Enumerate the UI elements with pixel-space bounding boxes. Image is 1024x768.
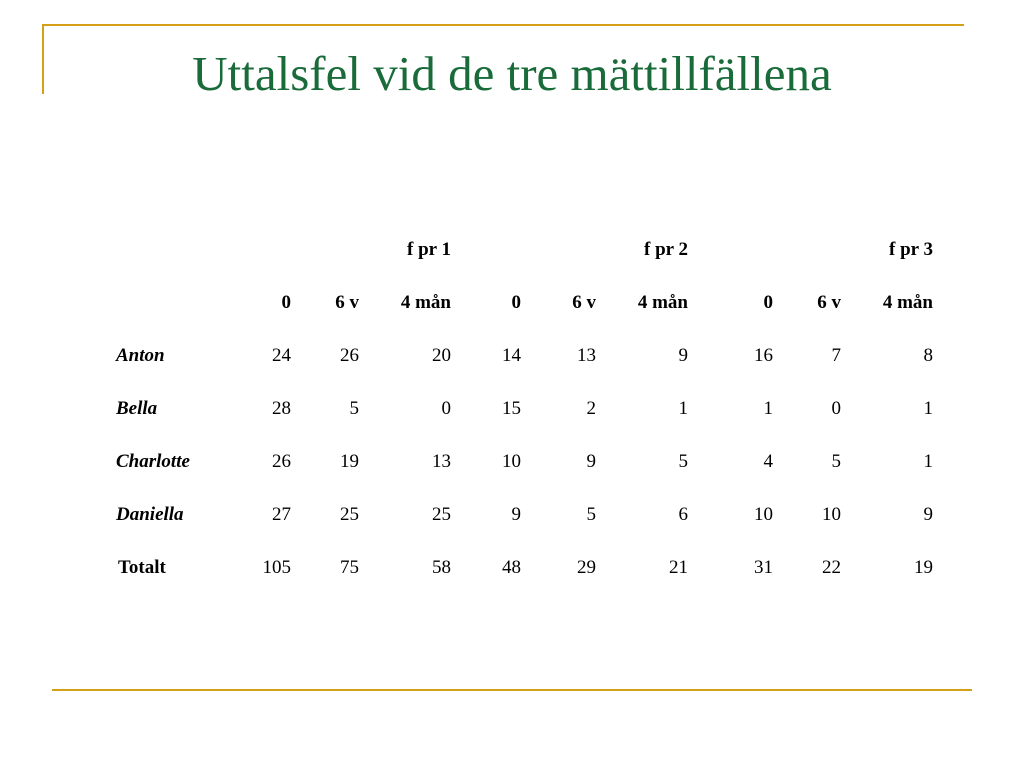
table-cell: 9 (923, 504, 933, 525)
column-header: 6 v (335, 292, 359, 313)
table-cell: 19 (340, 451, 359, 472)
frame-top-line (42, 24, 964, 26)
table-cell: 20 (432, 345, 451, 366)
table-cell: 5 (586, 504, 596, 525)
column-header: 4 mån (400, 292, 451, 313)
group-header: f pr 2 (644, 239, 688, 260)
table-cell: 5 (831, 451, 841, 472)
table-cell: 10 (502, 451, 521, 472)
column-header: 0 (281, 292, 291, 313)
table-cell: 4 (763, 451, 773, 472)
table-cell: 10 (822, 504, 841, 525)
column-header: 6 v (817, 292, 841, 313)
total-row-label: Totalt (118, 557, 166, 578)
group-header: f pr 3 (889, 239, 933, 260)
table-cell: 5 (678, 451, 688, 472)
table-cell: 24 (272, 345, 291, 366)
total-cell: 19 (914, 557, 933, 578)
table-cell: 1 (923, 451, 933, 472)
table-cell: 0 (831, 398, 841, 419)
table-cell: 10 (754, 504, 773, 525)
table-cell: 25 (340, 504, 359, 525)
total-cell: 105 (262, 557, 291, 578)
table-cell: 26 (272, 451, 291, 472)
table-cell: 9 (678, 345, 688, 366)
table-cell: 1 (763, 398, 773, 419)
table-cell: 14 (502, 345, 521, 366)
table-cell: 9 (586, 451, 596, 472)
table-cell: 0 (441, 398, 451, 419)
total-cell: 75 (340, 557, 359, 578)
table-cell: 26 (340, 345, 359, 366)
table-cell: 28 (272, 398, 291, 419)
total-cell: 29 (577, 557, 596, 578)
row-label: Charlotte (116, 451, 190, 472)
table-cell: 1 (678, 398, 688, 419)
table-cell: 9 (511, 504, 521, 525)
column-header: 4 mån (637, 292, 688, 313)
column-header: 4 mån (882, 292, 933, 313)
table-cell: 6 (678, 504, 688, 525)
table-cell: 13 (432, 451, 451, 472)
table-cell: 25 (432, 504, 451, 525)
row-label: Anton (116, 345, 165, 366)
frame-bottom-line (52, 689, 972, 691)
total-cell: 31 (754, 557, 773, 578)
total-cell: 58 (432, 557, 451, 578)
slide-title: Uttalsfel vid de tre mättillfällena (192, 46, 832, 101)
table-cell: 5 (349, 398, 359, 419)
table-cell: 1 (923, 398, 933, 419)
row-label: Daniella (116, 504, 184, 525)
table-cell: 27 (272, 504, 291, 525)
row-label: Bella (116, 398, 158, 419)
table-cell: 7 (831, 345, 841, 366)
column-header: 0 (511, 292, 521, 313)
total-cell: 22 (822, 557, 841, 578)
column-header: 0 (763, 292, 773, 313)
total-cell: 21 (669, 557, 688, 578)
table-cell: 16 (754, 345, 773, 366)
table-cell: 8 (923, 345, 933, 366)
total-cell: 48 (502, 557, 521, 578)
table-cell: 13 (577, 345, 596, 366)
group-header: f pr 1 (407, 239, 451, 260)
table-cell: 2 (586, 398, 596, 419)
column-header: 6 v (572, 292, 596, 313)
table-cell: 15 (502, 398, 521, 419)
